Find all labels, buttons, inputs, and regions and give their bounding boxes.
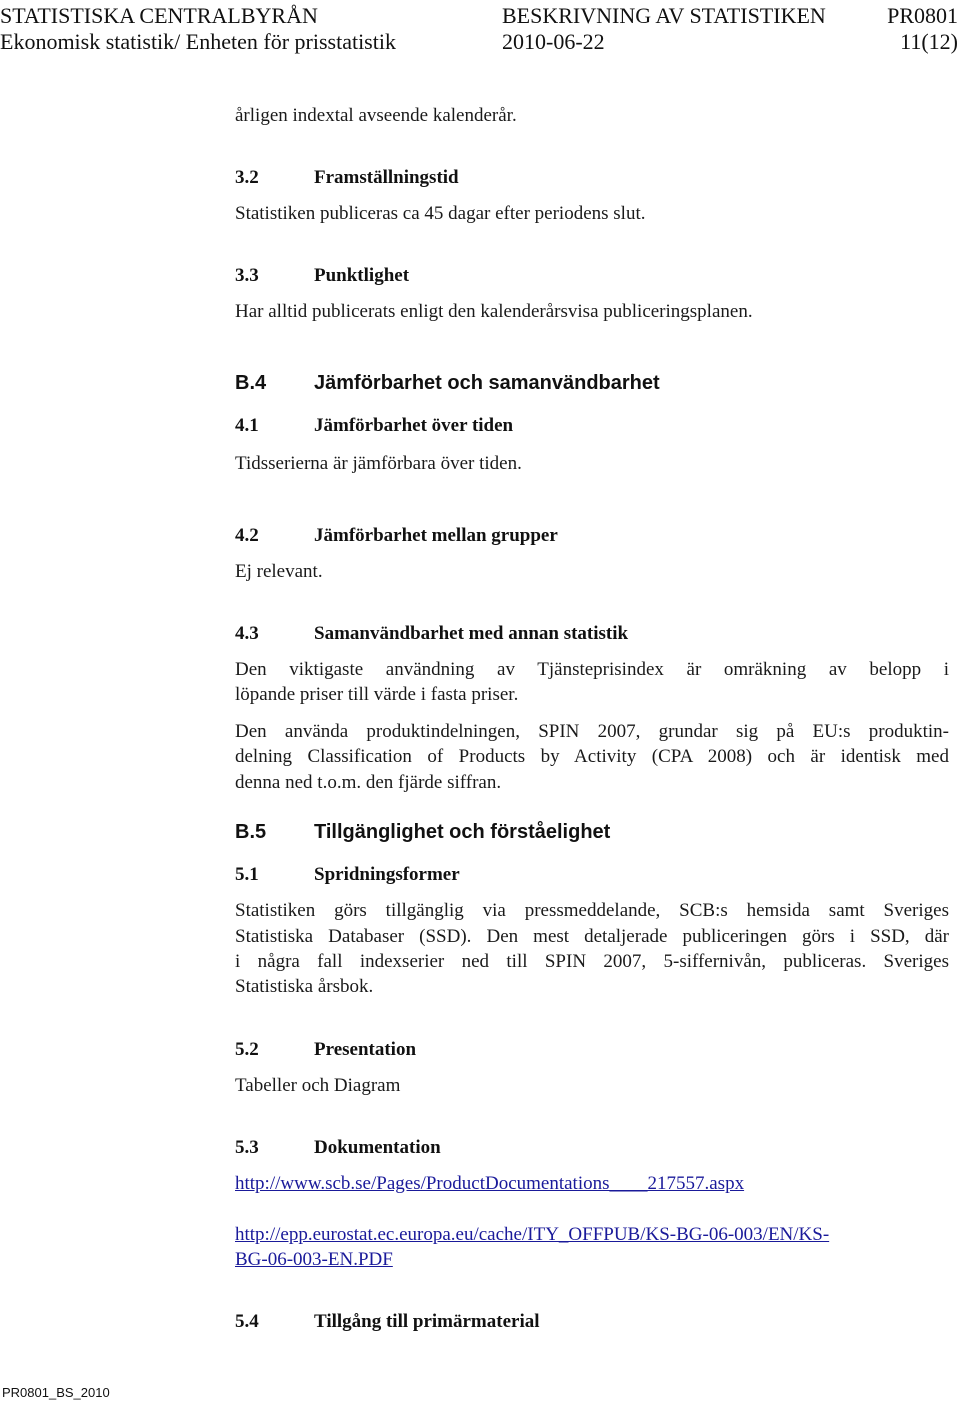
section-4-3-paragraph-1-line-2: löpande priser till värde i fasta priser. — [235, 684, 519, 705]
section-number: 4.1 — [235, 415, 259, 436]
section-title: Punktlighet — [314, 265, 410, 286]
section-5-1-line-4: Statistiska årsbok. — [235, 976, 374, 997]
section-title: Dokumentation — [314, 1137, 441, 1158]
header-org: STATISTISKA CENTRALBYRÅN — [0, 3, 318, 28]
section-number: 5.2 — [235, 1039, 259, 1060]
header-date: 2010-06-22 — [502, 29, 605, 54]
section-title: Samanvändbarhet med annan statistik — [314, 623, 629, 644]
footer-document-id: PR0801_BS_2010 — [2, 1385, 110, 1400]
section-number: 4.3 — [235, 623, 259, 644]
section-number: 4.2 — [235, 525, 259, 546]
section-5-1-line-2: Statistiska Databaser (SSD). Den mest detaljerade publiceringen görs i SSD, där — [235, 926, 949, 947]
section-number: B.5 — [235, 821, 267, 843]
section-3-3-text: Har alltid publicerats enligt den kalenderårsvisa publiceringsplanen. — [235, 301, 753, 322]
section-number: 3.3 — [235, 265, 259, 286]
eurostat-documentation-link[interactable]: http://epp.eurostat.ec.europa.eu/cache/ITY_OFFPUB/KS-BG-06-003/EN/KS- — [235, 1224, 830, 1245]
section-4-2-text: Ej relevant. — [235, 561, 323, 582]
section-title: Presentation — [314, 1039, 417, 1060]
section-title: Tillgänglighet och förståelighet — [314, 821, 611, 843]
section-number: 5.1 — [235, 864, 259, 885]
section-title: Framställningstid — [314, 167, 459, 188]
section-4-3-paragraph-2-line-1: Den använda produktindelningen, SPIN 2007, grundar sig på EU:s produktin- — [235, 721, 949, 742]
scb-documentation-link[interactable]: http://www.scb.se/Pages/ProductDocumentations____217557.aspx — [235, 1173, 745, 1194]
section-title: Tillgång till primärmaterial — [314, 1311, 540, 1332]
header-doc-type: BESKRIVNING AV STATISTIKEN — [502, 3, 826, 28]
section-5-1-line-3: i några fall indexserier ned till SPIN 2007, 5-siffernivån, publiceras. Sveriges — [235, 951, 949, 972]
intro-text: årligen indextal avseende kalenderår. — [235, 105, 517, 126]
section-4-3-paragraph-2-line-2: delning Classification of Products by Activity (CPA 2008) och är identisk med — [235, 746, 949, 767]
section-number: 3.2 — [235, 167, 259, 188]
section-5-2-text: Tabeller och Diagram — [235, 1075, 401, 1096]
section-number: 5.3 — [235, 1137, 259, 1158]
section-title: Jämförbarhet över tiden — [314, 415, 514, 436]
header-unit: Ekonomisk statistik/ Enheten för prisstatistik — [0, 29, 396, 54]
section-3-2-text: Statistiken publiceras ca 45 dagar efter periodens slut. — [235, 203, 646, 224]
section-title: Jämförbarhet och samanvändbarhet — [314, 372, 660, 394]
section-4-3-paragraph-1-line-1: Den viktigaste användning av Tjänsteprisindex är omräkning av belopp i — [235, 659, 949, 680]
header-page-number: 11(12) — [900, 29, 958, 54]
section-4-3-paragraph-2-line-3: denna ned t.o.m. den fjärde siffran. — [235, 772, 502, 793]
eurostat-documentation-link-continued[interactable]: BG-06-003-EN.PDF — [235, 1249, 393, 1270]
section-5-1-line-1: Statistiken görs tillgänglig via pressmeddelande, SCB:s hemsida samt Sveriges — [235, 900, 949, 921]
section-title: Jämförbarhet mellan grupper — [314, 525, 558, 546]
header-code: PR0801 — [887, 3, 958, 28]
section-title: Spridningsformer — [314, 864, 460, 885]
section-4-1-text: Tidsserierna är jämförbara över tiden. — [235, 453, 522, 474]
section-number: B.4 — [235, 372, 267, 394]
section-number: 5.4 — [235, 1311, 259, 1332]
page-body — [235, 0, 951, 1405]
